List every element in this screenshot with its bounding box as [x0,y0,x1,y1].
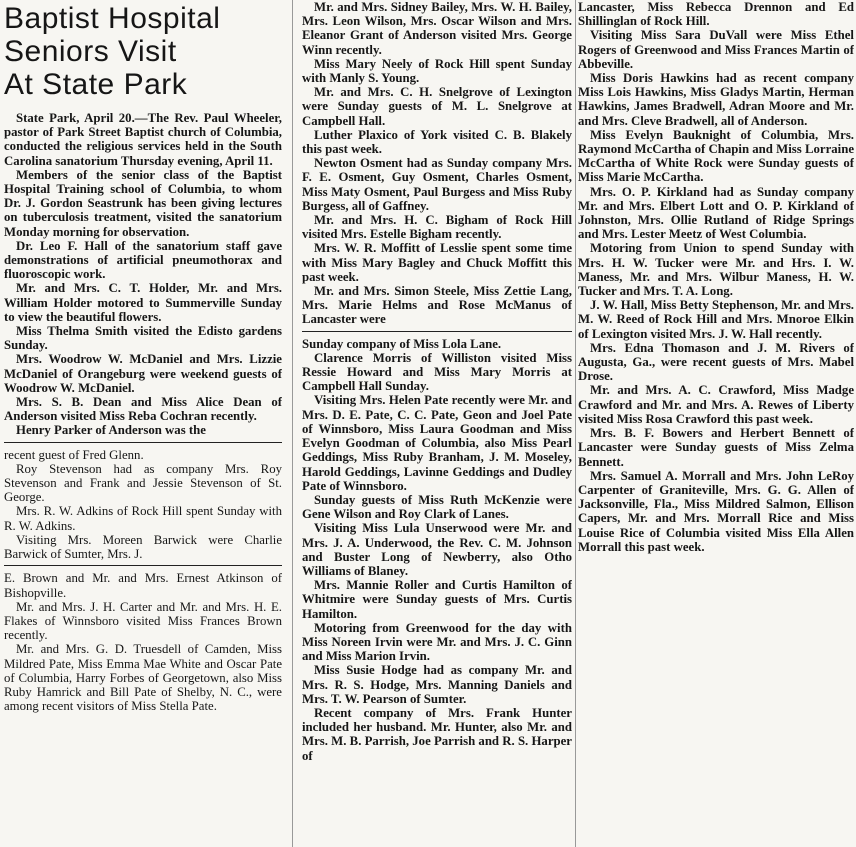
paragraph: Mr. and Mrs. J. H. Carter and Mr. and Mrs. H. E. Flakes of Winnsboro visited Miss Frances Brown recently. [4,599,282,643]
paragraph: Visiting Mrs. Helen Pate recently were Mr. and Mrs. D. E. Pate, C. C. Pate, Geon and Joel Pate of Winnsboro, Miss Laura Goodman and Miss Evelyn Goodman of Columbia, also Miss Pearl Geddings, Miss Ruby Branham, J. M. Moseley, Harold Geddings, Lavinne Geddings and Dudley Pate of Winnsboro. [302,393,572,493]
paragraph: Miss Thelma Smith visited the Edisto gardens Sunday. [4,324,282,353]
headline-line: Seniors Visit [4,35,177,68]
paragraph: J. W. Hall, Miss Betty Stephenson, Mr. and Mrs. M. W. Reed of Rock Hill and Mrs. Mnoroe Elkin of Lexington visited Mrs. J. W. Hall recently. [578,298,854,341]
paragraph: Mrs. B. F. Bowers and Herbert Bennett of Lancaster were Sunday guests of Miss Zelma Bennett. [578,426,854,469]
clipping-divider [302,331,572,332]
column-2 [302,0,572,847]
paragraph-block [302,0,572,327]
paragraph-block [302,337,572,763]
clipping-divider [4,565,282,566]
paragraph: Mrs. Edna Thomason and J. M. Rivers of Augusta, Ga., were recent guests of Mrs. Mabel Drose. [578,340,854,384]
paragraph: Visiting Mrs. Moreen Barwick were Charlie Barwick of Sumter, Mrs. J. [4,532,282,562]
paragraph: recent guest of Fred Glenn. [4,447,144,462]
paragraph: Mr. and Mrs. C. T. Holder, Mr. and Mrs. William Holder motored to Summerville Sunday to view the beautiful flowers. [4,281,282,324]
paragraph: Motoring from Union to spend Sunday with Mrs. H. W. Tucker were Mr. and Hrs. I. W. Maness, Mr. and Mrs. Wilbur Maness, H. W. Tucker and Mrs. T. A. Long. [578,241,854,299]
column-divider-1 [292,0,293,847]
paragraph: Mrs. S. B. Dean and Miss Alice Dean of Anderson visited Miss Reba Cochran recently. [4,395,282,424]
paragraph: Motoring from Greenwood for the day with Miss Noreen Irvin were Mr. and Mrs. J. C. Ginn and Miss Marion Irvin. [302,620,572,664]
paragraph: Mr. and Mrs. Sidney Bailey, Mrs. W. H. Bailey, Mrs. Leon Wilson, Mrs. Oscar Wilson and Mrs. Eleanor Grant of Anderson visited Mrs. George Winn recently. [302,0,572,57]
paragraph: Lancaster, Miss Rebecca Drennon and Ed Shillinglan of Rock Hill. [578,0,854,29]
paragraph: Mrs. O. P. Kirkland had as Sunday company Mr. and Mrs. Elbert Lott and O. P. Kirkland of Johnston, Mrs. Ollie Rutland of Ridge Springs and Mrs. Lester Meetz of West Columbia. [578,184,854,242]
column-1 [4,0,282,847]
paragraph: Miss Susie Hodge had as company Mr. and Mrs. R. S. Hodge, Mrs. Manning Daniels and Mrs. T. W. Pearson of Sumter. [302,663,572,706]
paragraph: State Park, April 20.—The Rev. Paul Wheeler, pastor of Park Street Baptist church of Columbia, conducted the religious services held in the South Carolina sanatorium Thursday evening, April 11. [4,111,282,168]
paragraph: Members of the senior class of the Baptist Hospital Training school of Columbia, to whom Dr. J. Gordon Seastrunk has been giving lectures on tuberculosis treatment, visited the sanatorium Monday morning for observation. [4,167,282,239]
column-3 [578,0,854,847]
paragraph: Sunday guests of Miss Ruth McKenzie were Gene Wilson and Roy Clark of Lanes. [302,492,572,522]
clipping-divider [4,442,282,443]
paragraph: Luther Plaxico of York visited C. B. Blakely this past week. [302,127,572,157]
paragraph: Mr. and Mrs. H. C. Bigham of Rock Hill visited Mrs. Estelle Bigham recently. [302,213,572,242]
paragraph: Mrs. R. W. Adkins of Rock Hill spent Sunday with R. W. Adkins. [4,504,282,533]
lead-paragraphs [4,111,282,438]
paragraph: Dr. Leo F. Hall of the sanatorium staff gave demonstrations of artificial pneumothorax and fluoroscopic work. [4,238,282,282]
headline-line: At State Park [4,68,188,101]
paragraph: Miss Evelyn Bauknight of Columbia, Mrs. Raymond McCartha of Chapin and Miss Lorraine McCartha of White Rock were Sunday guests of Miss Marie McCartha. [578,127,854,185]
paragraph: Recent company of Mrs. Frank Hunter included her husband. Mr. Hunter, also Mr. and Mrs. M. B. Parrish, Joe Parrish and R. S. Harper of [302,705,572,763]
paragraph: Mr. and Mrs. Simon Steele, Miss Zettie Lang, Mrs. Marie Helms and Rose McManus of Lancaster were [302,284,572,327]
paragraph: Visiting Miss Sara DuVall were Miss Ethel Rogers of Greenwood and Miss Frances Martin of Abbeville. [578,28,854,71]
paragraph: Mrs. Mannie Roller and Curtis Hamilton of Whitmire were Sunday guests of Mrs. Curtis Hamilton. [302,578,572,621]
column-divider-2 [575,0,576,847]
headline [4,2,282,101]
paragraph: Roy Stevenson had as company Mrs. Roy Stevenson and Frank and Jessie Stevenson of St. George. [4,461,282,505]
headline-line: Baptist Hospital [4,2,221,35]
paragraph: Mrs. Samuel A. Morrall and Mrs. John LeRoy Carpenter of Graniteville, Mrs. G. G. Allen of Jacksonville, Fla., Miss Mildred Salmon, Ellison Capers, Mr. and Mrs. Morrall Rice and Miss Louise Rice of Columbia visited Miss Ella Allen Morrall this past week. [578,468,854,554]
paragraph: Miss Mary Neely of Rock Hill spent Sunday with Manly S. Young. [302,56,572,86]
paragraph: Mrs. W. R. Moffitt of Lesslie spent some time with Miss Mary Bagley and Chuck Moffitt this past week. [302,241,572,284]
paragraph-block [4,448,282,562]
paragraph: Visiting Miss Lula Unserwood were Mr. and Mrs. J. A. Underwood, the Rev. C. M. Johnson and Buster Long of Newberry, also Otho Williams of Blaney. [302,521,572,578]
paragraph-block [578,0,854,554]
paragraph: Sunday company of Miss Lola Lane. [302,336,502,351]
paragraph: Henry Parker of Anderson was the [16,423,206,438]
paragraph: E. Brown and Mr. and Mrs. Ernest Atkinson of Bishopville. [4,571,282,600]
paragraph: Clarence Morris of Williston visited Miss Ressie Howard and Miss Mary Morris at Campbell Hall Sunday. [302,350,572,394]
paragraph: Mr. and Mrs. A. C. Crawford, Miss Madge Crawford and Mr. and Mrs. A. Rewes of Liberty visited Miss Rosa Crawford this past week. [578,383,854,426]
paragraph: Mr. and Mrs. C. H. Snelgrove of Lexington were Sunday guests of M. L. Snelgrove at Campbell Hall. [302,85,572,128]
paragraph: Newton Osment had as Sunday company Mrs. F. E. Osment, Guy Osment, Charles Osment, Miss Maty Osment, Paul Burgess and Miss Ruby Burgess, all of Gaffney. [302,156,572,213]
paragraph: Mrs. Woodrow W. McDaniel and Mrs. Lizzie McDaniel of Orangeburg were weekend guests of Woodrow W. McDaniel. [4,352,282,395]
paragraph: Miss Doris Hawkins had as recent company Miss Lois Hawkins, Miss Gladys Martin, Herman Hawkins, James Bradwell, Adran Moore and Mr. and Mrs. Cleve Bradwell, all of Anderson. [578,71,854,128]
paragraph-block [4,571,282,713]
paragraph: Mr. and Mrs. G. D. Truesdell of Camden, Miss Mildred Pate, Miss Emma Mae White and Oscar Pate of Columbia, Harry Forbes of Georgetown, also Miss Ruby Hamrick and Bill Pate of Shelby, N. C., were among recent visitors of Miss Stella Pate. [4,642,282,714]
